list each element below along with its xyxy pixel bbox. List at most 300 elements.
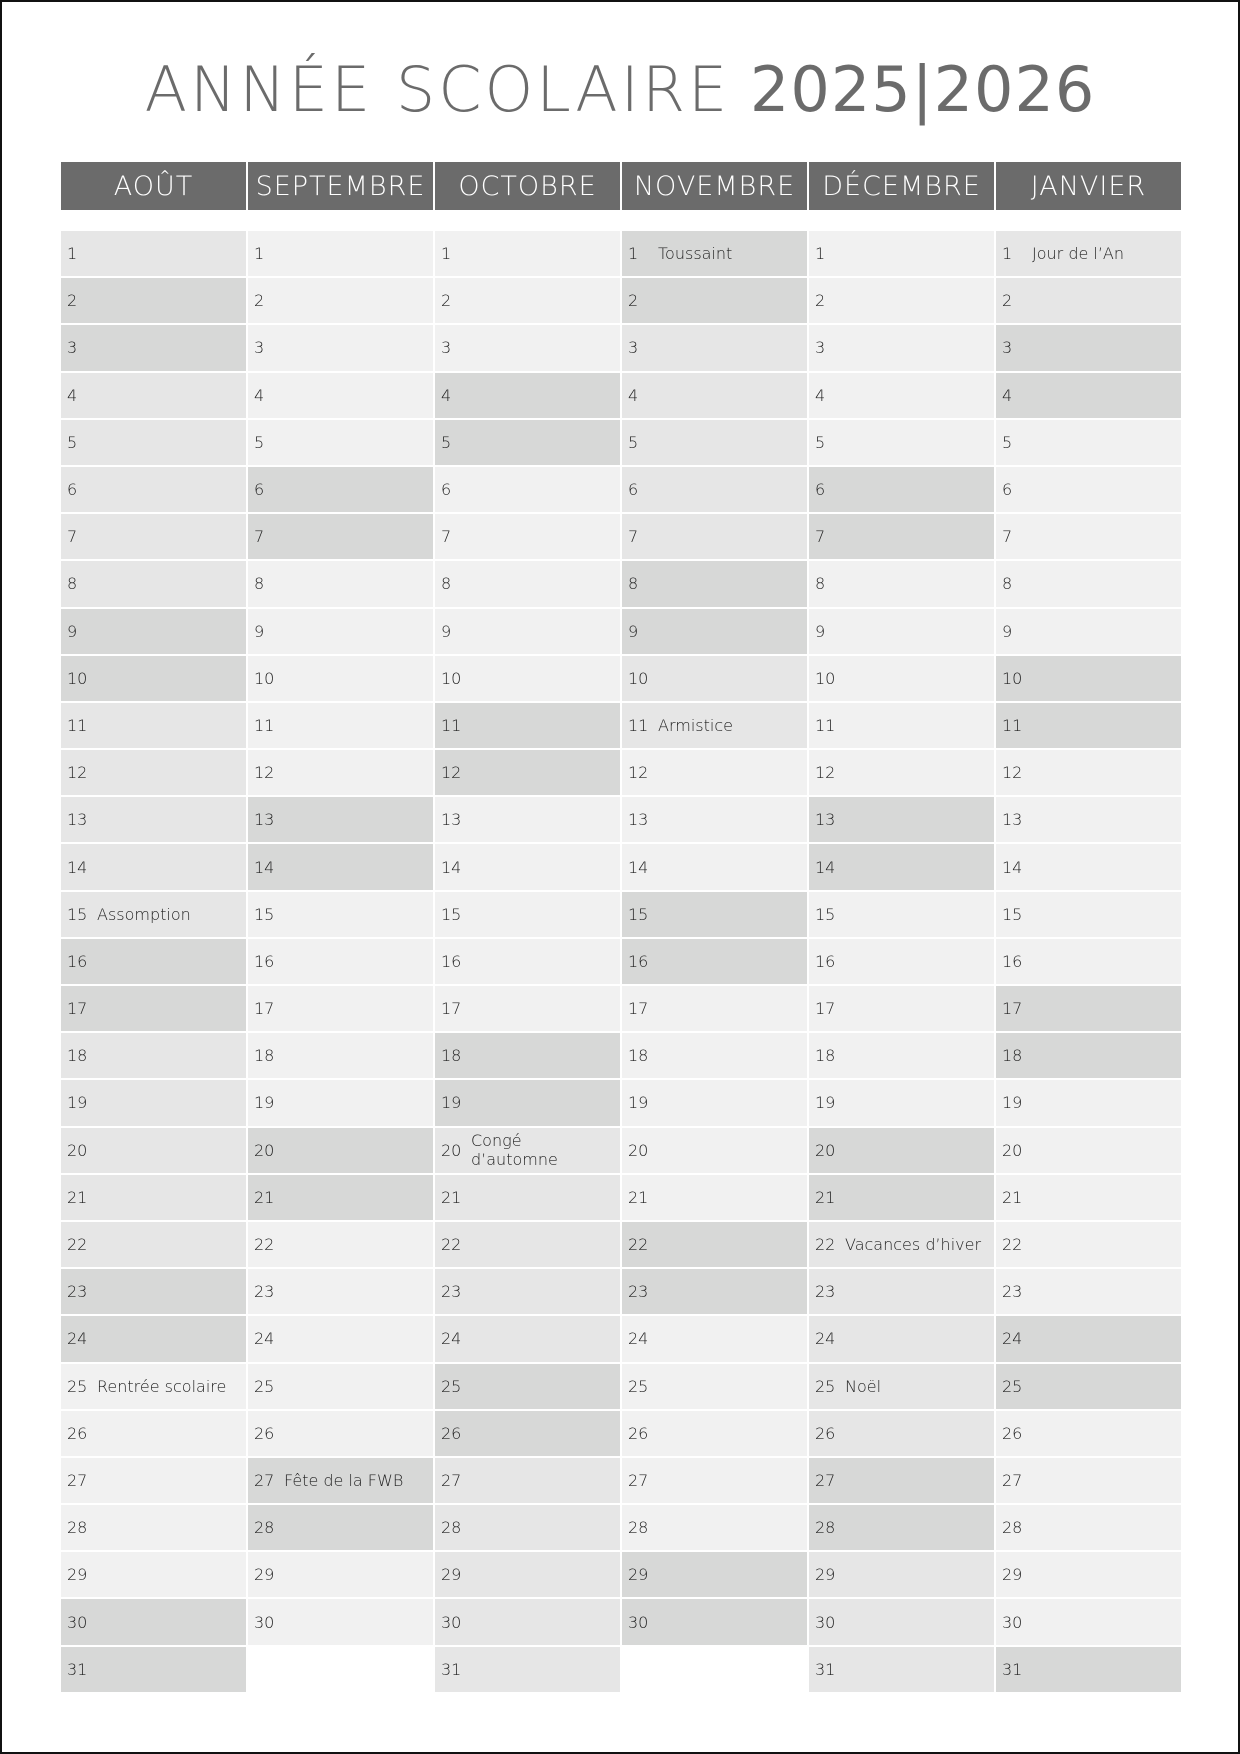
month-column-septembre xyxy=(248,231,433,1694)
day-cell xyxy=(435,278,620,323)
day-cell xyxy=(809,1599,994,1644)
day-cell xyxy=(622,231,807,276)
day-number: 7 xyxy=(67,527,78,547)
day-number: 5 xyxy=(67,432,78,452)
day-cell xyxy=(248,325,433,370)
day-number: 9 xyxy=(254,621,265,641)
day-number: 4 xyxy=(254,385,265,405)
day-number: 25 xyxy=(67,1376,88,1396)
day-number: 29 xyxy=(628,1565,649,1585)
day-cell xyxy=(809,1269,994,1314)
day-cell xyxy=(61,1033,246,1078)
day-cell xyxy=(622,1222,807,1267)
day-number: 19 xyxy=(815,1093,836,1113)
day-cell xyxy=(996,656,1181,701)
day-cell xyxy=(435,750,620,795)
day-cell xyxy=(996,1364,1181,1409)
month-column-aout xyxy=(61,231,246,1694)
day-number: 18 xyxy=(441,1046,462,1066)
day-cell xyxy=(435,1599,620,1644)
day-cell xyxy=(809,1364,994,1409)
day-number: 11 xyxy=(628,715,649,735)
day-number: 5 xyxy=(441,432,452,452)
day-number: 3 xyxy=(1002,338,1013,358)
day-number: 5 xyxy=(815,432,826,452)
day-number: 15 xyxy=(254,904,275,924)
day-note: Jour de l’An xyxy=(1032,244,1125,264)
day-number: 28 xyxy=(628,1518,649,1538)
day-cell xyxy=(435,1080,620,1125)
day-cell xyxy=(996,1599,1181,1644)
day-cell xyxy=(435,325,620,370)
day-number: 24 xyxy=(254,1329,275,1349)
title-years: 2025|2026 xyxy=(749,53,1096,126)
day-cell xyxy=(61,420,246,465)
day-number: 28 xyxy=(1002,1518,1023,1538)
day-cell xyxy=(248,278,433,323)
day-number: 27 xyxy=(67,1470,88,1490)
day-number: 21 xyxy=(441,1187,462,1207)
day-number: 30 xyxy=(1002,1612,1023,1632)
day-number: 2 xyxy=(67,291,78,311)
day-cell xyxy=(248,1505,433,1550)
day-number: 15 xyxy=(441,904,462,924)
day-number: 25 xyxy=(441,1376,462,1396)
day-cell xyxy=(809,278,994,323)
day-number: 7 xyxy=(254,527,265,547)
month-header-octobre: OCTOBRE xyxy=(435,162,620,210)
day-number: 15 xyxy=(815,904,836,924)
day-cell xyxy=(622,986,807,1031)
day-note: Toussaint xyxy=(658,244,733,264)
day-cell xyxy=(996,1505,1181,1550)
day-number: 10 xyxy=(815,668,836,688)
day-number: 21 xyxy=(628,1187,649,1207)
day-number: 30 xyxy=(441,1612,462,1632)
month-header-janvier: JANVIER xyxy=(996,162,1181,210)
day-cell xyxy=(248,844,433,889)
day-number: 8 xyxy=(628,574,639,594)
day-number: 13 xyxy=(815,810,836,830)
day-cell xyxy=(248,703,433,748)
day-number: 17 xyxy=(254,999,275,1019)
day-cell xyxy=(248,656,433,701)
day-number: 14 xyxy=(815,857,836,877)
day-number: 20 xyxy=(254,1140,275,1160)
day-number: 3 xyxy=(815,338,826,358)
day-cell xyxy=(435,892,620,937)
day-cell xyxy=(622,278,807,323)
day-cell xyxy=(996,703,1181,748)
day-number: 28 xyxy=(441,1518,462,1538)
day-number: 1 xyxy=(1002,244,1013,264)
day-number: 7 xyxy=(815,527,826,547)
day-cell xyxy=(435,939,620,984)
day-cell xyxy=(435,703,620,748)
day-number: 13 xyxy=(628,810,649,830)
day-number: 10 xyxy=(441,668,462,688)
day-number: 5 xyxy=(254,432,265,452)
day-number: 14 xyxy=(254,857,275,877)
day-number: 8 xyxy=(254,574,265,594)
day-number: 21 xyxy=(815,1187,836,1207)
day-cell xyxy=(996,1552,1181,1597)
day-cell xyxy=(435,1647,620,1692)
day-number: 6 xyxy=(441,480,452,500)
day-cell xyxy=(809,939,994,984)
day-cell xyxy=(622,1128,807,1173)
day-cell xyxy=(996,1222,1181,1267)
day-cell xyxy=(435,656,620,701)
day-number: 16 xyxy=(1002,951,1023,971)
day-number: 8 xyxy=(1002,574,1013,594)
day-cell xyxy=(996,325,1181,370)
day-number: 16 xyxy=(628,951,649,971)
day-number: 13 xyxy=(254,810,275,830)
day-number: 31 xyxy=(815,1659,836,1679)
day-cell xyxy=(622,1599,807,1644)
day-cell xyxy=(435,1222,620,1267)
day-number: 7 xyxy=(441,527,452,547)
day-number: 12 xyxy=(67,763,88,783)
day-cell xyxy=(435,1175,620,1220)
day-cell xyxy=(622,1269,807,1314)
day-cell xyxy=(248,1080,433,1125)
day-number: 27 xyxy=(815,1470,836,1490)
month-column-decembre xyxy=(809,231,994,1694)
day-cell xyxy=(996,1128,1181,1173)
day-cell xyxy=(622,1411,807,1456)
day-number: 14 xyxy=(441,857,462,877)
day-cell xyxy=(996,797,1181,842)
day-number: 24 xyxy=(628,1329,649,1349)
day-number: 31 xyxy=(67,1659,88,1679)
day-cell xyxy=(622,609,807,654)
day-number: 22 xyxy=(1002,1235,1023,1255)
day-cell xyxy=(996,1411,1181,1456)
month-column-novembre xyxy=(622,231,807,1694)
month-header-aout: AOÛT xyxy=(61,162,246,210)
day-cell xyxy=(996,750,1181,795)
day-cell xyxy=(61,1269,246,1314)
day-cell xyxy=(435,1458,620,1503)
day-cell xyxy=(435,420,620,465)
day-number: 4 xyxy=(1002,385,1013,405)
day-cell xyxy=(61,1411,246,1456)
day-number: 17 xyxy=(1002,999,1023,1019)
day-cell xyxy=(61,325,246,370)
day-cell xyxy=(435,1505,620,1550)
day-number: 29 xyxy=(254,1565,275,1585)
day-cell xyxy=(61,373,246,418)
day-cell xyxy=(996,373,1181,418)
day-number: 23 xyxy=(67,1282,88,1302)
day-cell xyxy=(61,609,246,654)
day-number: 4 xyxy=(628,385,639,405)
day-cell xyxy=(622,1080,807,1125)
day-number: 29 xyxy=(67,1565,88,1585)
day-cell xyxy=(809,1222,994,1267)
day-cell xyxy=(809,1505,994,1550)
day-cell xyxy=(622,892,807,937)
day-cell xyxy=(61,1175,246,1220)
calendar-grid xyxy=(61,231,1183,1694)
day-number: 22 xyxy=(815,1235,836,1255)
day-cell xyxy=(809,1411,994,1456)
day-cell xyxy=(61,986,246,1031)
day-number: 11 xyxy=(254,715,275,735)
day-cell xyxy=(248,986,433,1031)
day-number: 18 xyxy=(67,1046,88,1066)
day-cell xyxy=(248,609,433,654)
day-cell xyxy=(996,939,1181,984)
day-cell xyxy=(996,609,1181,654)
day-number: 24 xyxy=(815,1329,836,1349)
day-number: 22 xyxy=(254,1235,275,1255)
day-cell xyxy=(248,797,433,842)
day-cell xyxy=(435,1316,620,1361)
day-cell xyxy=(61,797,246,842)
day-number: 9 xyxy=(815,621,826,641)
day-number: 30 xyxy=(815,1612,836,1632)
day-cell xyxy=(61,278,246,323)
day-cell xyxy=(809,325,994,370)
day-cell xyxy=(435,467,620,512)
day-cell xyxy=(622,1033,807,1078)
day-cell xyxy=(622,750,807,795)
day-cell xyxy=(809,797,994,842)
day-number: 7 xyxy=(1002,527,1013,547)
month-header-row xyxy=(61,162,1183,210)
day-cell xyxy=(622,1458,807,1503)
day-cell xyxy=(248,561,433,606)
day-number: 11 xyxy=(67,715,88,735)
day-number: 14 xyxy=(1002,857,1023,877)
day-number: 17 xyxy=(628,999,649,1019)
day-cell xyxy=(996,892,1181,937)
day-cell xyxy=(61,561,246,606)
day-cell xyxy=(248,1033,433,1078)
day-number: 26 xyxy=(441,1423,462,1443)
day-cell xyxy=(809,1647,994,1692)
day-number: 18 xyxy=(628,1046,649,1066)
day-cell xyxy=(435,561,620,606)
day-number: 6 xyxy=(1002,480,1013,500)
day-number: 10 xyxy=(67,668,88,688)
day-cell xyxy=(435,609,620,654)
day-number: 15 xyxy=(628,904,649,924)
day-cell xyxy=(248,467,433,512)
day-number: 16 xyxy=(254,951,275,971)
month-header-septembre: SEPTEMBRE xyxy=(248,162,433,210)
day-number: 1 xyxy=(628,244,639,264)
day-cell xyxy=(248,1458,433,1503)
day-number: 25 xyxy=(254,1376,275,1396)
day-cell xyxy=(61,231,246,276)
day-cell xyxy=(622,797,807,842)
day-number: 29 xyxy=(815,1565,836,1585)
day-number: 9 xyxy=(67,621,78,641)
day-number: 12 xyxy=(628,763,649,783)
day-cell xyxy=(996,420,1181,465)
day-cell xyxy=(809,656,994,701)
day-number: 29 xyxy=(1002,1565,1023,1585)
day-number: 30 xyxy=(628,1612,649,1632)
day-cell xyxy=(622,703,807,748)
day-number: 6 xyxy=(254,480,265,500)
day-number: 18 xyxy=(1002,1046,1023,1066)
day-number: 12 xyxy=(815,763,836,783)
day-note: Fête de la FWB xyxy=(284,1470,404,1490)
day-cell xyxy=(996,278,1181,323)
day-cell xyxy=(248,373,433,418)
day-cell xyxy=(248,1316,433,1361)
month-header-decembre: DÉCEMBRE xyxy=(809,162,994,210)
day-number: 19 xyxy=(441,1093,462,1113)
day-number: 31 xyxy=(1002,1659,1023,1679)
day-number: 13 xyxy=(1002,810,1023,830)
day-number: 15 xyxy=(67,904,88,924)
day-cell xyxy=(61,1128,246,1173)
day-number: 22 xyxy=(628,1235,649,1255)
day-number: 29 xyxy=(441,1565,462,1585)
day-number: 20 xyxy=(441,1140,462,1160)
day-cell xyxy=(622,467,807,512)
day-number: 14 xyxy=(67,857,88,877)
day-cell xyxy=(61,514,246,559)
day-number: 5 xyxy=(628,432,639,452)
day-cell xyxy=(809,844,994,889)
day-note: Noël xyxy=(845,1376,882,1396)
day-cell xyxy=(248,1411,433,1456)
day-number: 14 xyxy=(628,857,649,877)
day-number: 21 xyxy=(254,1187,275,1207)
day-cell xyxy=(809,1128,994,1173)
day-number: 27 xyxy=(628,1470,649,1490)
day-cell xyxy=(248,1364,433,1409)
day-number: 19 xyxy=(67,1093,88,1113)
day-number: 24 xyxy=(67,1329,88,1349)
day-number: 3 xyxy=(628,338,639,358)
day-number: 4 xyxy=(815,385,826,405)
day-cell xyxy=(248,892,433,937)
day-number: 9 xyxy=(441,621,452,641)
day-number: 2 xyxy=(441,291,452,311)
day-number: 20 xyxy=(1002,1140,1023,1160)
day-number: 28 xyxy=(254,1518,275,1538)
day-cell xyxy=(435,514,620,559)
day-number: 10 xyxy=(628,668,649,688)
day-cell xyxy=(622,325,807,370)
day-number: 10 xyxy=(254,668,275,688)
day-cell xyxy=(809,892,994,937)
day-number: 7 xyxy=(628,527,639,547)
day-number: 26 xyxy=(1002,1423,1023,1443)
day-cell xyxy=(61,1222,246,1267)
day-number: 31 xyxy=(441,1659,462,1679)
day-cell xyxy=(622,1364,807,1409)
day-note: Vacances d’hiver xyxy=(845,1235,982,1255)
day-number: 19 xyxy=(1002,1093,1023,1113)
day-cell xyxy=(996,467,1181,512)
day-cell xyxy=(996,231,1181,276)
day-cell xyxy=(809,1080,994,1125)
day-cell xyxy=(61,750,246,795)
day-number: 6 xyxy=(815,480,826,500)
day-cell xyxy=(61,1599,246,1644)
day-cell xyxy=(435,1269,620,1314)
day-cell xyxy=(996,1458,1181,1503)
day-cell xyxy=(996,844,1181,889)
day-number: 22 xyxy=(67,1235,88,1255)
day-cell xyxy=(435,844,620,889)
day-number: 23 xyxy=(815,1282,836,1302)
day-number: 26 xyxy=(67,1423,88,1443)
day-cell xyxy=(996,1175,1181,1220)
day-cell xyxy=(622,939,807,984)
day-cell xyxy=(809,467,994,512)
day-number: 13 xyxy=(67,810,88,830)
day-cell xyxy=(996,514,1181,559)
day-number: 16 xyxy=(67,951,88,971)
day-number: 23 xyxy=(628,1282,649,1302)
day-number: 25 xyxy=(1002,1376,1023,1396)
day-cell xyxy=(622,844,807,889)
day-cell xyxy=(809,231,994,276)
day-number: 28 xyxy=(67,1518,88,1538)
day-cell xyxy=(435,797,620,842)
day-number: 11 xyxy=(1002,715,1023,735)
day-cell xyxy=(809,373,994,418)
day-number: 23 xyxy=(254,1282,275,1302)
day-number: 5 xyxy=(1002,432,1013,452)
day-cell xyxy=(996,561,1181,606)
day-cell xyxy=(622,1505,807,1550)
day-number: 26 xyxy=(815,1423,836,1443)
month-column-octobre xyxy=(435,231,620,1694)
day-cell xyxy=(435,1364,620,1409)
day-number: 10 xyxy=(1002,668,1023,688)
day-number: 9 xyxy=(1002,621,1013,641)
day-number: 28 xyxy=(815,1518,836,1538)
day-number: 17 xyxy=(441,999,462,1019)
day-number: 23 xyxy=(1002,1282,1023,1302)
day-number: 1 xyxy=(441,244,452,264)
day-number: 26 xyxy=(628,1423,649,1443)
day-number: 16 xyxy=(815,951,836,971)
day-cell xyxy=(61,892,246,937)
day-number: 3 xyxy=(67,338,78,358)
day-cell xyxy=(61,1647,246,1692)
day-number: 20 xyxy=(815,1140,836,1160)
day-cell xyxy=(61,1458,246,1503)
day-cell xyxy=(248,1599,433,1644)
day-cell xyxy=(809,1458,994,1503)
day-number: 6 xyxy=(628,480,639,500)
day-number: 25 xyxy=(815,1376,836,1396)
day-cell xyxy=(996,1316,1181,1361)
day-cell xyxy=(61,939,246,984)
day-number: 2 xyxy=(1002,291,1013,311)
day-cell xyxy=(622,561,807,606)
day-cell xyxy=(996,1080,1181,1125)
day-cell xyxy=(248,1128,433,1173)
day-number: 23 xyxy=(441,1282,462,1302)
day-number: 11 xyxy=(815,715,836,735)
day-number: 12 xyxy=(1002,763,1023,783)
day-number: 18 xyxy=(254,1046,275,1066)
day-number: 3 xyxy=(254,338,265,358)
